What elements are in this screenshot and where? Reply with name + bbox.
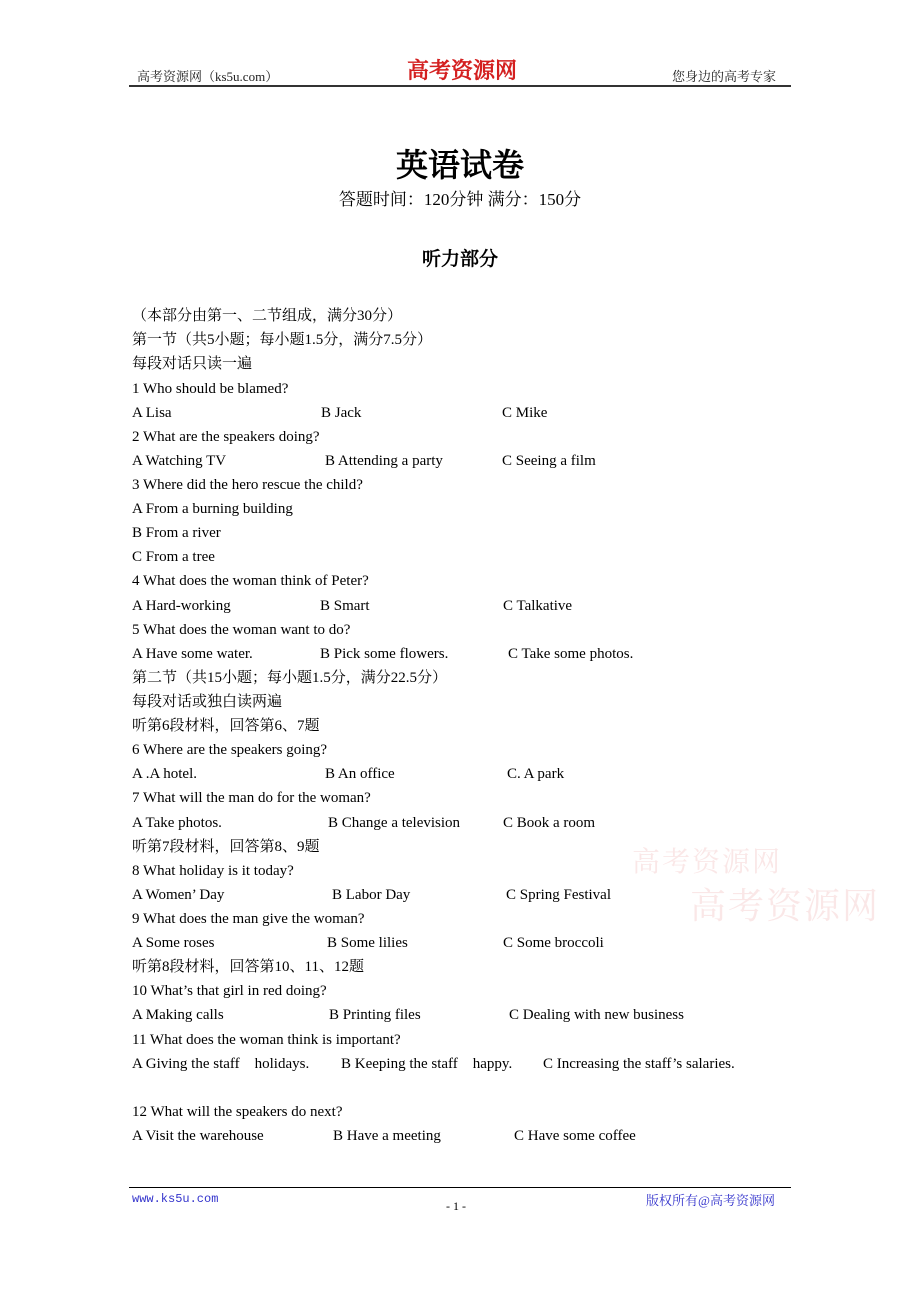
option-c: C Have some coffee <box>514 1128 636 1144</box>
option-a: A Women’ Day <box>132 887 225 903</box>
option-c: C Seeing a film <box>502 453 596 469</box>
option-b: B An office <box>325 766 395 782</box>
header-rule <box>129 85 791 87</box>
question-11: 11 What does the woman think is important? <box>132 1032 401 1048</box>
option-c: C Take some photos. <box>508 646 634 662</box>
option-b: B Some lilies <box>327 935 408 951</box>
option-a: A Watching TV <box>132 453 227 469</box>
option-a: A Take photos. <box>132 815 222 831</box>
footer-copyright: 版权所有@高考资源网 <box>646 1193 775 1208</box>
page-subtitle: 答题时间：120分钟 满分：150分 <box>338 190 582 209</box>
footer-link[interactable]: www.ks5u.com <box>132 1192 219 1206</box>
page-title: 英语试卷 <box>395 146 524 184</box>
question-9: 9 What does the man give the woman? <box>132 911 365 927</box>
option-a: A Hard-working <box>132 598 231 614</box>
option-a: A Visit the warehouse <box>132 1128 264 1144</box>
option-a: A .A hotel. <box>132 766 198 782</box>
question-12: 12 What will the speakers do next? <box>132 1104 343 1120</box>
section-title: 听力部分 <box>421 248 498 270</box>
section-1-heading: 第一节（共5小题；每小题1.5分，满分7.5分） <box>132 332 433 348</box>
option-b: B Smart <box>320 598 370 614</box>
option-b: B Jack <box>321 405 362 421</box>
section-2-heading: 第二节（共15小题；每小题1.5分，满分22.5分） <box>132 670 448 686</box>
section-2-note: 每段对话或独白读两遍 <box>132 694 283 710</box>
listen-instruction-7: 听第7段材料，回答第8、9题 <box>132 839 320 855</box>
footer-rule <box>129 1187 791 1188</box>
option-a: A Giving the staff holidays. <box>132 1056 310 1072</box>
option-b: B Change a television <box>328 815 461 831</box>
option-a: A Some roses <box>132 935 215 951</box>
question-8: 8 What holiday is it today? <box>132 863 294 879</box>
question-1: 1 Who should be blamed? <box>132 381 289 397</box>
listen-instruction-8: 听第8段材料，回答第10、11、12题 <box>132 959 364 975</box>
page-number: - 1 - <box>446 1199 466 1213</box>
option-c: C. A park <box>507 766 565 782</box>
option-c: C Increasing the staff’s salaries. <box>543 1056 735 1072</box>
question-7: 7 What will the man do for the woman? <box>132 790 371 806</box>
intro: （本部分由第一、二节组成，满分30分） <box>132 308 403 324</box>
question-10: 10 What’s that girl in red doing? <box>132 983 327 999</box>
option-b: B Labor Day <box>332 887 411 903</box>
listen-instruction-6: 听第6段材料，回答第6、7题 <box>132 718 320 734</box>
option-a: A From a burning building <box>132 501 293 517</box>
option-c: C Mike <box>502 405 548 421</box>
question-2: 2 What are the speakers doing? <box>132 429 320 445</box>
option-a: A Have some water. <box>132 646 253 662</box>
option-c: C Some broccoli <box>503 935 604 951</box>
option-b: B Pick some flowers. <box>320 646 449 662</box>
option-b: B From a river <box>132 525 221 541</box>
header-right: 您身边的高考专家 <box>672 69 777 84</box>
option-c: C Talkative <box>503 598 573 614</box>
option-c: C From a tree <box>132 549 215 565</box>
option-b: B Printing files <box>329 1007 421 1023</box>
question-6: 6 Where are the speakers going? <box>132 742 328 758</box>
option-c: C Spring Festival <box>506 887 612 903</box>
watermark: 高考资源网 <box>632 845 783 878</box>
question-5: 5 What does the woman want to do? <box>132 622 351 638</box>
question-3: 3 Where did the hero rescue the child? <box>132 477 363 493</box>
option-b: B Keeping the staff happy. <box>341 1056 513 1072</box>
option-c: C Book a room <box>503 815 596 831</box>
section-1-note: 每段对话只读一遍 <box>132 356 253 372</box>
watermark: 高考资源网 <box>690 886 881 927</box>
option-a: A Making calls <box>132 1007 224 1023</box>
option-a: A Lisa <box>132 405 172 421</box>
option-c: C Dealing with new business <box>509 1007 684 1023</box>
option-b: B Have a meeting <box>333 1128 441 1144</box>
option-b: B Attending a party <box>325 453 443 469</box>
header-logo: 高考资源网 <box>407 58 518 84</box>
question-4: 4 What does the woman think of Peter? <box>132 573 369 589</box>
header-left: 高考资源网（ks5u.com） <box>137 69 279 84</box>
